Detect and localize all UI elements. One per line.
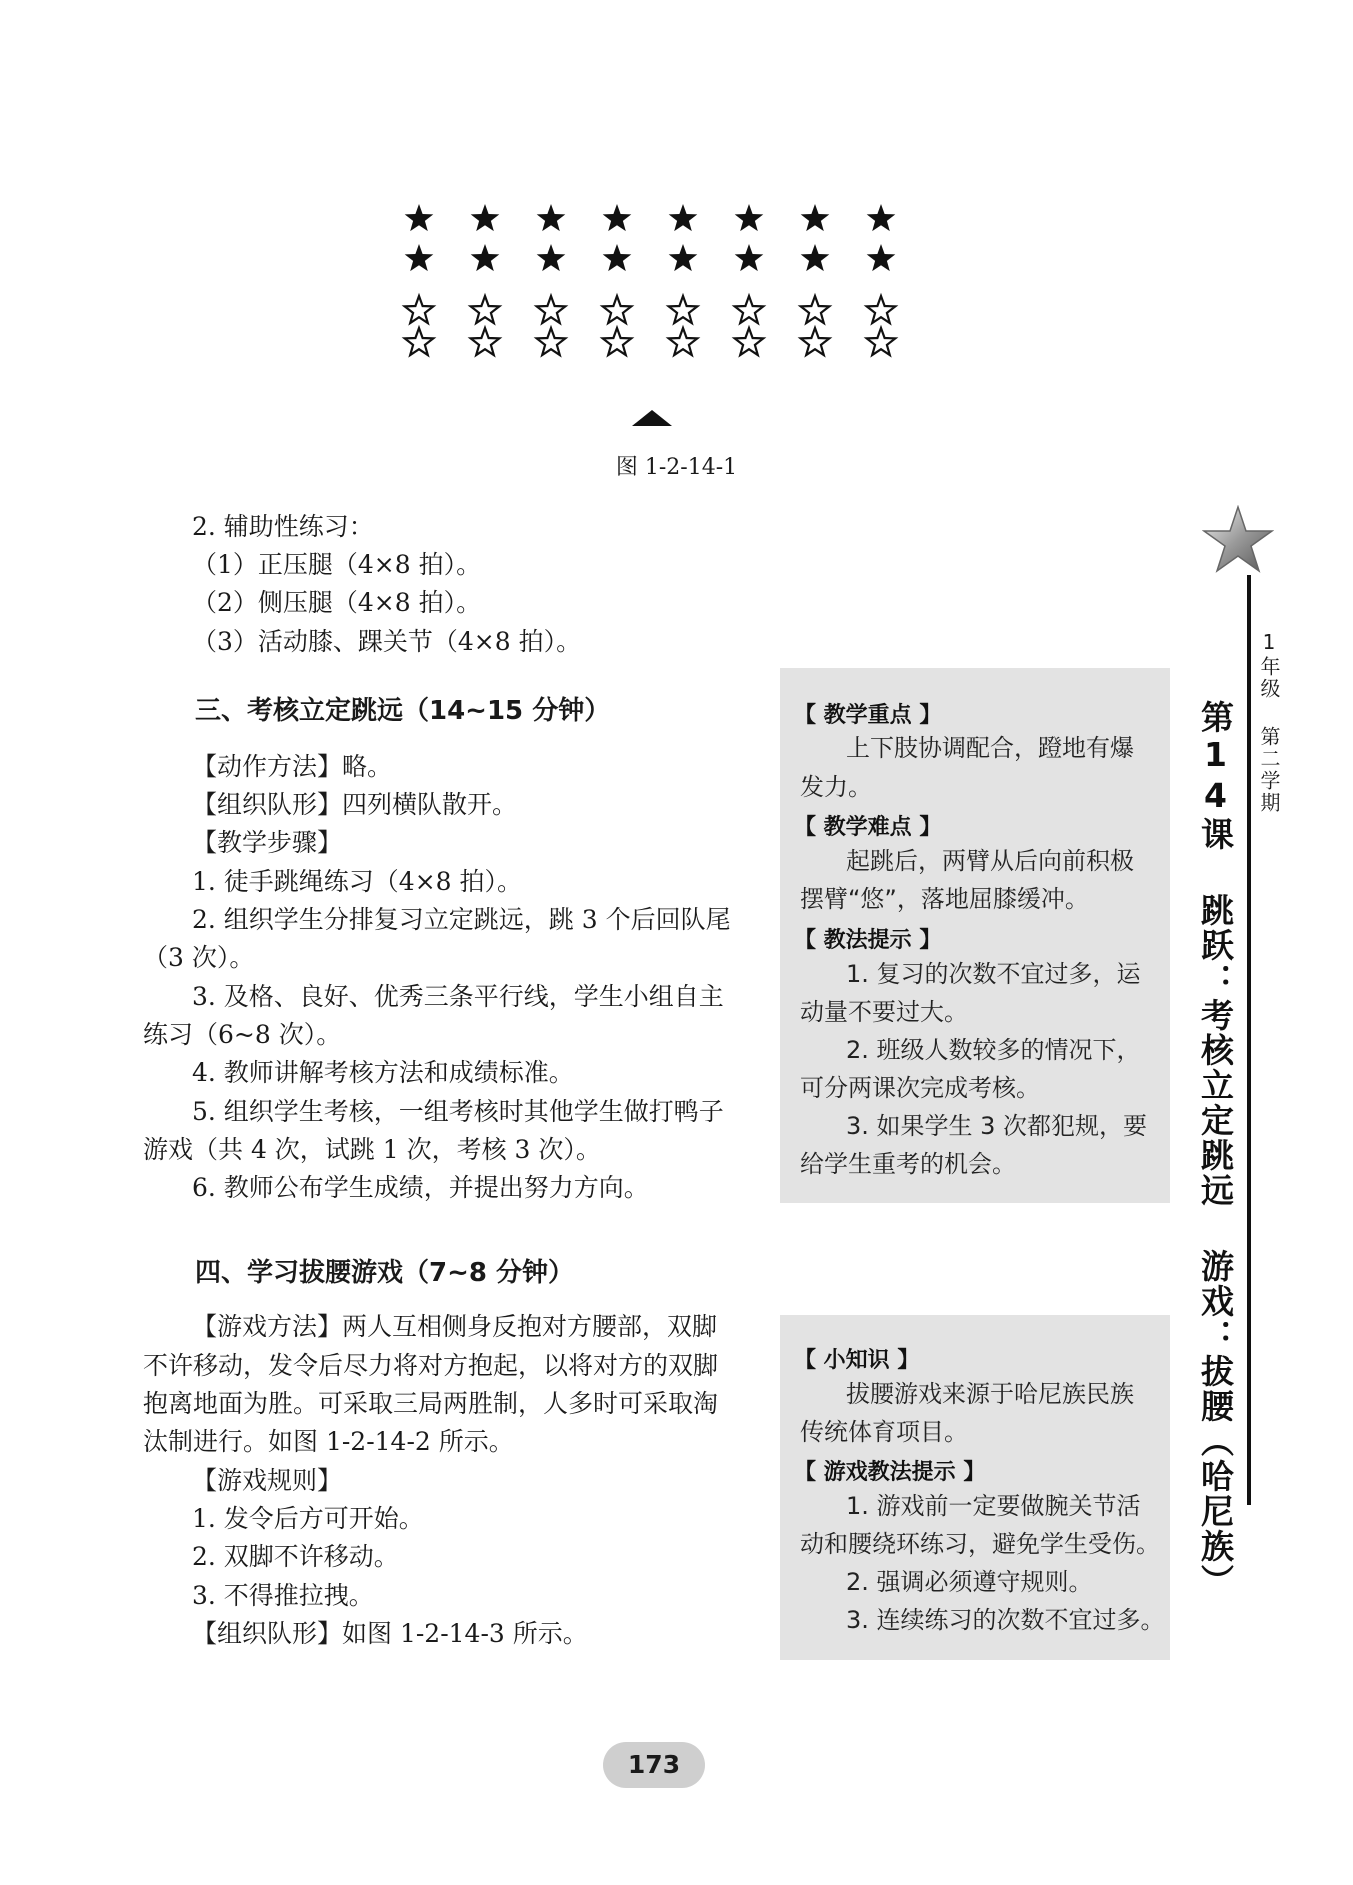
- section3-line: 1. 徒手跳绳练习（4×8 拍）。: [192, 867, 523, 896]
- outline-star-icon: [405, 328, 434, 355]
- filled-star-icon: [735, 204, 764, 231]
- difficult-points-title: 【 教学难点 】: [794, 815, 942, 840]
- game-tips-line: 动和腰绕环练习，避免学生受伤。: [800, 1530, 1160, 1558]
- key-points-line: 上下肢协调配合，蹬地有爆: [846, 734, 1134, 762]
- filled-star-icon: [537, 204, 566, 231]
- section2-item: （2）侧压腿（4×8 拍）。: [192, 588, 482, 617]
- filled-star-icon: [669, 204, 698, 231]
- teaching-tips-line: 1. 复习的次数不宜过多，运: [846, 960, 1141, 988]
- section4-method-line: 【游戏方法】两人互相侧身反抱对方腰部，双脚: [192, 1312, 718, 1341]
- outline-star-icon: [735, 328, 764, 355]
- outline-star-icon: [471, 296, 500, 323]
- section3-line: 游戏（共 4 次，试跳 1 次，考核 3 次）。: [143, 1135, 601, 1164]
- game-tips-line: 2. 强调必须遵守规则。: [846, 1568, 1093, 1596]
- filled-star-icon: [801, 204, 830, 231]
- section3-formation: 【组织队形】四列横队散开。: [192, 790, 518, 819]
- outline-star-icon: [867, 328, 896, 355]
- teaching-tips-line: 动量不要过大。: [800, 998, 968, 1026]
- section4-rule: 3. 不得推拉拽。: [192, 1581, 374, 1610]
- key-points-line: 发力。: [800, 773, 872, 801]
- knowledge-title: 【 小知识 】: [794, 1348, 920, 1373]
- section4-method-line: 汰制进行。如图 1-2-14-2 所示。: [143, 1427, 514, 1456]
- filled-star-icon: [471, 204, 500, 231]
- section3-line: （3 次）。: [143, 943, 255, 972]
- section4-rule: 2. 双脚不许移动。: [192, 1542, 399, 1571]
- game-tips-line: 1. 游戏前一定要做腕关节活: [846, 1492, 1141, 1520]
- page-number: 173: [627, 1750, 681, 1779]
- outline-star-icon: [801, 328, 830, 355]
- lesson-title-vertical: 第14课 跳跃：考核立定跳远 游戏：拔腰（哈尼族）: [1196, 700, 1235, 1599]
- section3-heading: 三、考核立定跳远（14~15 分钟）: [195, 696, 611, 726]
- section3-line: 3. 及格、良好、优秀三条平行线，学生小组自主: [192, 982, 724, 1011]
- outline-star-icon: [471, 328, 500, 355]
- section3-method: 【动作方法】略。: [192, 752, 393, 781]
- section3-line: 6. 教师公布学生成绩，并提出努力方向。: [192, 1173, 649, 1202]
- outline-star-icon: [537, 296, 566, 323]
- section3-line: 4. 教师讲解考核方法和成绩标准。: [192, 1058, 574, 1087]
- filled-star-icon: [867, 244, 896, 271]
- filled-star-icon: [405, 244, 434, 271]
- grade-semester-label: 1年级 第二学期: [1257, 630, 1281, 814]
- filled-star-icon: [867, 204, 896, 231]
- outline-star-icon: [603, 296, 632, 323]
- page-number-badge: [603, 1742, 705, 1788]
- teaching-tips-line: 可分两课次完成考核。: [800, 1074, 1040, 1102]
- outline-star-icon: [405, 296, 434, 323]
- teaching-tips-line: 3. 如果学生 3 次都犯规，要: [846, 1112, 1148, 1140]
- outline-star-icon: [867, 296, 896, 323]
- section3-line: 5. 组织学生考核，一组考核时其他学生做打鸭子: [192, 1097, 724, 1126]
- key-points-title: 【 教学重点 】: [794, 703, 942, 728]
- knowledge-line: 拔腰游戏来源于哈尼族民族: [846, 1380, 1134, 1408]
- teaching-tips-line: 给学生重考的机会。: [800, 1150, 1016, 1178]
- filled-star-icon: [801, 244, 830, 271]
- filled-star-icon: [405, 204, 434, 231]
- outline-star-icon: [735, 296, 764, 323]
- section3-line: 2. 组织学生分排复习立定跳远，跳 3 个后回队尾: [192, 905, 731, 934]
- section2-item: （1）正压腿（4×8 拍）。: [192, 550, 482, 579]
- outline-star-icon: [603, 328, 632, 355]
- formation-diagram: [395, 195, 915, 375]
- knowledge-box: [780, 1315, 1170, 1660]
- knowledge-line: 传统体育项目。: [800, 1418, 968, 1446]
- section3-line: 练习（6~8 次）。: [143, 1020, 342, 1049]
- section2-item: （3）活动膝、踝关节（4×8 拍）。: [192, 627, 582, 656]
- section4-rule: 1. 发令后方可开始。: [192, 1504, 424, 1533]
- filled-star-icon: [603, 204, 632, 231]
- section4-method-line: 抱离地面为胜。可采取三局两胜制，人多时可采取淘: [143, 1389, 719, 1418]
- filled-star-icon: [735, 244, 764, 271]
- section4-formation: 【组织队形】如图 1-2-14-3 所示。: [192, 1619, 588, 1648]
- filled-star-icon: [669, 244, 698, 271]
- filled-star-icon: [537, 244, 566, 271]
- teaching-tips-line: 2. 班级人数较多的情况下，: [846, 1036, 1141, 1064]
- teaching-tips-title: 【 教法提示 】: [794, 928, 942, 953]
- silver-star-icon: [1202, 505, 1274, 575]
- section3-steps-label: 【教学步骤】: [192, 828, 343, 857]
- outline-star-icon: [669, 328, 698, 355]
- section4-rules-label: 【游戏规则】: [192, 1466, 343, 1495]
- outline-star-icon: [537, 328, 566, 355]
- difficult-points-line: 起跳后，两臂从后向前积极: [846, 847, 1134, 875]
- section4-method-line: 不许移动，发令后尽力将对方抱起，以将对方的双脚: [143, 1351, 719, 1380]
- margin-rule: [1247, 575, 1251, 1505]
- filled-star-icon: [603, 244, 632, 271]
- game-tips-title: 【 游戏教法提示 】: [794, 1460, 986, 1485]
- figure-caption: 图 1-2-14-1: [615, 455, 738, 480]
- outline-star-icon: [801, 296, 830, 323]
- game-tips-line: 3. 连续练习的次数不宜过多。: [846, 1606, 1165, 1634]
- filled-star-icon: [471, 244, 500, 271]
- teaching-notes-box: [780, 668, 1170, 1203]
- difficult-points-line: 摆臂“悠”，落地屈膝缓冲。: [800, 885, 1089, 913]
- teacher-triangle-icon: [630, 408, 674, 428]
- section2-title: 2. 辅助性练习：: [192, 512, 374, 541]
- section4-heading: 四、学习拔腰游戏（7~8 分钟）: [195, 1258, 575, 1288]
- outline-star-icon: [669, 296, 698, 323]
